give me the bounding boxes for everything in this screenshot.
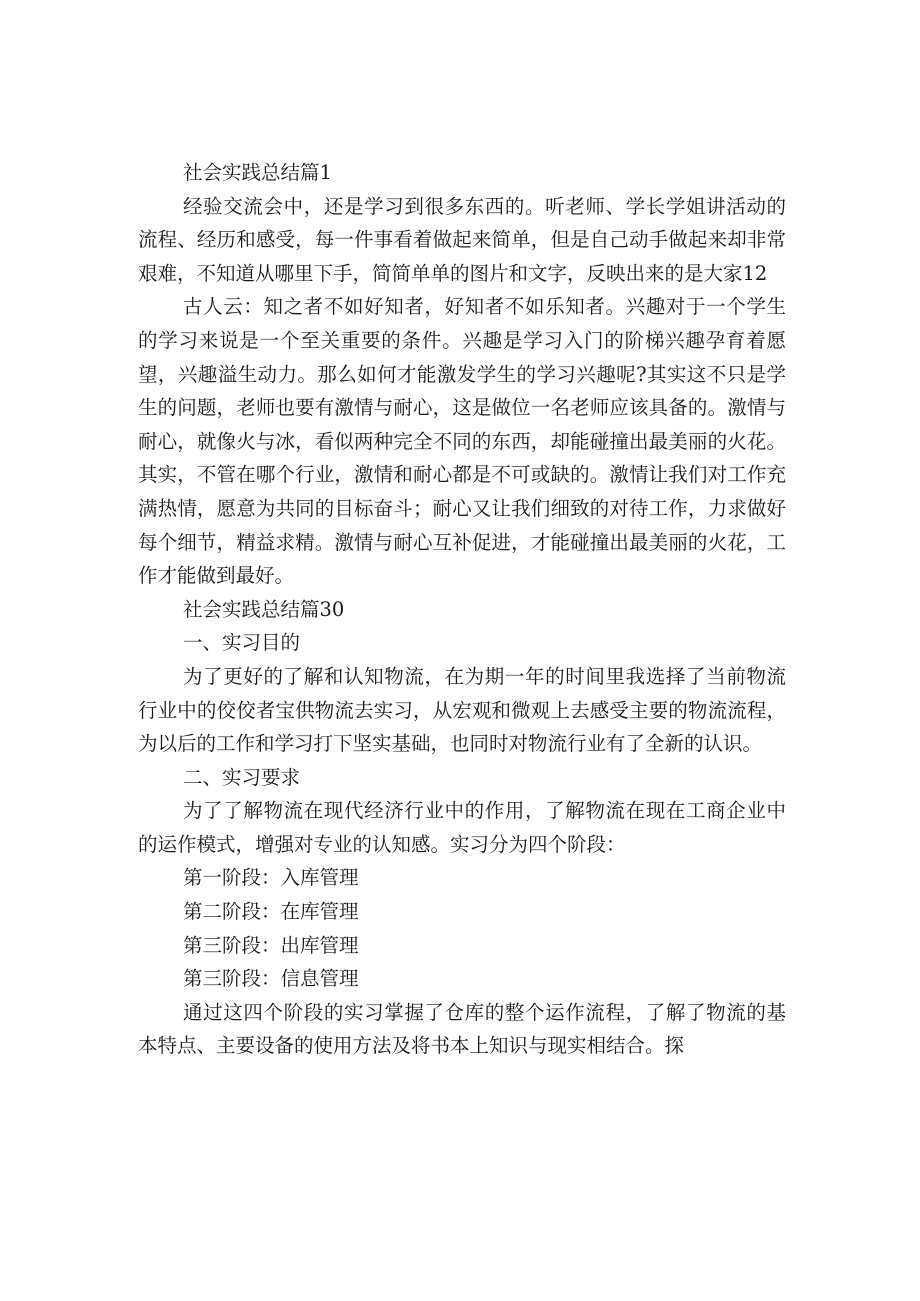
- purpose-heading: 一、实习目的: [183, 631, 301, 655]
- requirements-paragraph: 为了了解物流在现代经济行业中的作用，了解物流在现在工商企业中的运作模式，增强对专业的认知感。实习分为四个阶段：: [138, 799, 786, 856]
- body-paragraph: 经验交流会中，还是学习到很多东西的。听老师、学长学姐讲活动的流程、经历和感受，每一件事看着做起来简单，但是自己动手做起来却非常艰难，不知道从哪里下手，简简单单的图片和文字，反映出来的是大家12: [138, 194, 786, 285]
- stage-item: 第一阶段：入库管理: [183, 866, 359, 890]
- stage-item: 第三阶段：出库管理: [183, 933, 359, 957]
- body-paragraph: 古人云：知之者不如好知者，好知者不如乐知者。兴趣对于一个学生的学习来说是一个至关重要的条件。兴趣是学习入门的阶梯兴趣孕育着愿望，兴趣溢生动力。那么如何才能激发学生的学习兴趣呢?其实这不只是学生的问题，老师也要有激情与耐心，这是做位一名老师应该具备的。激情与耐心，就像火与冰，看似两种完全不同的东西，却能碰撞出最美丽的火花。其实，不管在哪个行业，激情和耐心都是不可或缺的。激情让我们对工作充满热情，愿意为共同的目标奋斗；耐心又让我们细致的对待工作，力求做好每个细节，精益求精。激情与耐心互补促进，才能碰撞出最美丽的火花，工作才能做到最好。: [138, 295, 786, 588]
- section1-title: 社会实践总结篇1: [183, 161, 332, 184]
- stage-item: 第二阶段：在库管理: [183, 900, 359, 924]
- stage-item: 第三阶段：信息管理: [183, 967, 359, 991]
- closing-paragraph: 通过这四个阶段的实习掌握了仓库的整个运作流程，了解了物流的基本特点、主要设备的使用方法及将书本上知识与现实相结合。探: [138, 1000, 786, 1058]
- requirements-heading: 二、实习要求: [183, 765, 301, 789]
- document-page: [138, 156, 786, 1063]
- section2-title: 社会实践总结篇30: [183, 597, 345, 621]
- purpose-paragraph: 为了更好的了解和认知物流，在为期一年的时间里我选择了当前物流行业中的佼佼者宝供物流去实习，从宏观和微观上去感受主要的物流流程，为以后的工作和学习打下坚实基础，也同时对物流行业有了全新的认识。: [138, 664, 786, 756]
